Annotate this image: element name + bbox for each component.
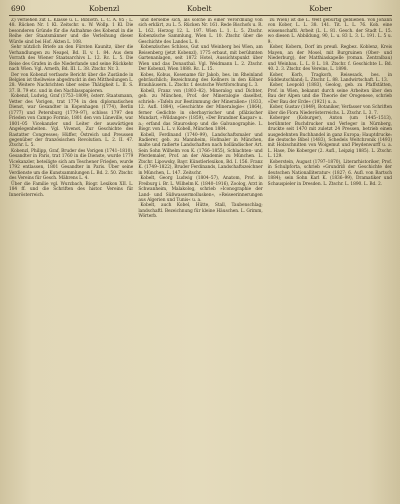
header-rule	[9, 15, 392, 16]
paragraph: Kober, Gustav (1849), Botaniker, Verfasser von Schriften über die Flora Niederösterreichs. L. Ztschr. L. 3. 7.	[267, 105, 392, 116]
paragraph: Kobenzlsches Schloss, Gut und Weinberg bei Wien, am Reisenberg (jetzt Kobenzl), 1775 erbaut, mit berühmten Gartenanlagen, seit 1872 Hotel, Aussichtspunkt über Wien und das Donauthal. Vgl. Weidmann L. 2. Ztschr. Der Kobenzl, Wien 1888. Rc. L. 15.	[138, 45, 263, 73]
header-left-word: Kobenzl	[89, 4, 120, 13]
paragraph: Kobelt, Georg Ludwig (1804–57), Anatom, Prof. in Freiburg i. Br. L. Wilhelm K. (1840–1916), Zoolog, Arzt in Schwanheim, Malakolog, schrieb »Iconographie der Land- und Süßwassermollusken«, »Reiseerinnerungen aus Algerien und Tunis« u. a.	[138, 176, 263, 203]
paragraph: zu Wien) ist die L. Welt gebürtig geblieben. Von Johann von Kober, L. L. 38. 141. Tit. L. L. 76. Kob. eine wissenschaftl. Arbeit (L. L. 81. Gesch. der Stadt L. 15. wo diesen L. Abbildung, 90, L. u. 83 L. 3. L. 191. L. 5 u. 9.	[267, 18, 392, 45]
paragraph: Koberstein, August (1797–1870), Literarhistoriker, Prof. in Schulpforta, schrieb »Grundriß der Geschichte der deutschen Nationalliteratur« (1827; 6. Aufl. von Bartsch 1884); sein Sohn Karl K. (1836–99), Dramatiker und Schauspieler in Dresden. L. Ztschr. L. 1890. L. Bd. 2.	[267, 159, 392, 187]
paragraph: Über die Familie vgl. Wurzbach, Biogr. Lexikon XII. L. 184 ff. und die Schriften des histor. Vereins für Innerösterreich.	[9, 181, 134, 198]
paragraph: Kober, Leopold (1883), Geolog, geb. zu Pfaffstätten, Prof. in Wien, bekannt durch seine Arbeiten über den Bau der Alpen und die Theorie der Orogenese, schrieb »Der Bau der Erde« (1921) u. a.	[267, 83, 392, 105]
paragraph: Kobenzl, Philipp, Graf, Bruder des Vorigen (1741–1810), Gesandter in Paris, trat 1760 in die Dienste, wurde 1779 Vicekanzler, beteiligte sich am Teschener Frieden, wurde 1792 entlassen, 1801 Gesandter in Paris. Über seine Verdienste um die Kunstsammlungen L. Bd. 2. 50. Ztschr. des Vereins für Gesch. Mährens L. 4.	[9, 148, 134, 182]
paragraph: Kobelt, auch Kobel, Hütte, Stall, Taubenschlag; landschaftl. Bezeichnung für kleine Häuschen. L. Grimm, Wörterb.	[138, 203, 263, 220]
header-right-word: Kober	[309, 4, 332, 13]
paragraph: Der von Kobenzl verfasste Bericht über die Zustände in Belgien ist theilweise abgedruckt in den Mittheilungen L. 28. Weitere Nachrichten über seine Thätigkeit L. II. S. 37. B. 79 etc. und in den Nachlasspapieren.	[9, 72, 134, 94]
paragraph: Kobenzl, Ludwig, Graf (1753–1809), österr. Staatsmann, Vetter des Vorigen, trat 1774 in den diplomatischen Dienst, war Gesandter in Kopenhagen (1774), Berlin (1777) und Petersburg (1779–97), schloss 1797 den Frieden von Campo Formio, 1801 den von Lüneville, war 1801–05 Vicekanzler und Leiter der auswärtigen Angelegenheiten. Vgl. Vivenot, Zur Geschichte des Rastatter Congresses; Hüffer, Östreich und Preussen gegenüber der französischen Revolution. L. 2. II. 47. Ztschr. L. 5.	[9, 94, 134, 149]
paragraph: Z) verliehen zut L. Klasse u. L. Biblioth. L. C. A. 85 ; L. 48. Rücken Nr. 1 Kl. Zeitschr. u. W. Wollp. 1 Kl. Die besonderen Gründe für die Aufnahme des Kobenzl in die Reihe der Staatsmänner und die Verleihung dieser Würde sind bei Hof. Akten L. 108.	[9, 18, 134, 45]
text-column-middle	[138, 18, 262, 501]
paragraph: Koberger (Koburger), Anton (um 1445–1513), berühmter Buchdrucker und Verleger in Nürnberg, druckte seit 1470 mit zuletzt 24 Pressen, betrieb einen ausgedehnten Buchhandel in ganz Europa; Hauptdrucke: die deutsche Bibel (1483), Schedels Weltchronik (1493) mit Holzschnitten von Wolgemut und Pleydenwurff u. a. L. Hase, Die Koberger (2. Aufl., Leipzig 1885). L. Ztschr. L. 129.	[267, 116, 392, 160]
text-column-right	[268, 18, 392, 501]
paragraph: Kobes, Kobus, Kosename für Jakob, bes. im Rheinland gebräuchlich; Bezeichnung des Kellners in den Kölner Brauhäusern. L. Ztschr. f. deutsche Wortforschung L. 3.	[138, 72, 263, 89]
paragraph: und derselbe sich, als solche in einer Verordnung von sich erklärt, zu L. 5. Rücken Nr. 161. Rede Bischofs u. R. L. 162. Herzog 12. L. 197. Wien L. 1. L. 5. Ztschr. Kobenzlsche Sammlung, Wien L. 10. Ztschr. über die Geschichte des Landes L. 8.	[138, 18, 263, 45]
paragraph: Kober, Korb, Tragkorb, Reisesack, bes. in Süddeutschland; L. Ztschr. L. 88. Landwirtschaft. L. 13.	[267, 72, 392, 83]
paragraph: Kobell, Ferdinand (1740–99), Landschaftsmaler und Radierer, geb. zu Mannheim, Hofmaler in München, malte und radierte Landschaften nach holländischer Art. Sein Sohn Wilhelm von K. (1766–1855), Schlachten- und Pferdemaler, Prof. an der Akademie zu München. L. Ztschr. Lipowsky, Bayr. Künstlerlexikon, Bd. I. 156. Franz K. (1749–1822), Bruder Ferdinands, Landschaftszeichner in München, L. 147. Zeitschr.	[138, 132, 263, 176]
paragraph: Kobell, Franz von (1803–82), Mineralog und Dichter, geb. zu München, Prof. der Mineralogie daselbst, schrieb: »Tafeln zur Bestimmung der Mineralien« (1833, 12. Aufl. 1884), »Geschichte der Mineralogie« (1864), ferner Gedichte in oberbayrischer und pfälzischer Mundart, »Wildanger« (1859), »Der Brandner Kaspar« u. a.; erfand das Stauroskop und die Galvanographie. L. Biogr. von L. L. v. Kobell, München 1884.	[138, 88, 263, 133]
header-center-word: Kobelt	[187, 4, 212, 13]
page-header	[9, 3, 392, 14]
paragraph: Kober, Kobern, Dorf im preuß. Regbez. Koblenz, Kreis Mayen, an der Mosel, mit Burgruinen (Ober- und Niederburg), der Matthiaskapelle (roman. Zentralbau) und Weinbau. L. L. 8 L. 18. Ztschr. f. Geschichte L. Bd. 40. 2. 3. Ztschr. des Vereins, L. 1898.	[267, 45, 392, 73]
paragraph: Sehr nützlich Briefe an den Fürsten Kaunitz, über die Verhandlungen zu Neapel, Bd. II. v. 1. 84. Aus dem Vorrath des Wiener Staatsarchivs L. 12. Rc. L. 5. Die Reise des Grafen in die Niederlande und seine Rückkehr nach Wien. Vgl. Arneth, Bd. III. L. 38. Ztschr. Nr. 3.	[9, 45, 134, 73]
page-number: 690	[11, 4, 26, 13]
text-columns	[9, 18, 392, 501]
text-column-left	[9, 18, 133, 501]
